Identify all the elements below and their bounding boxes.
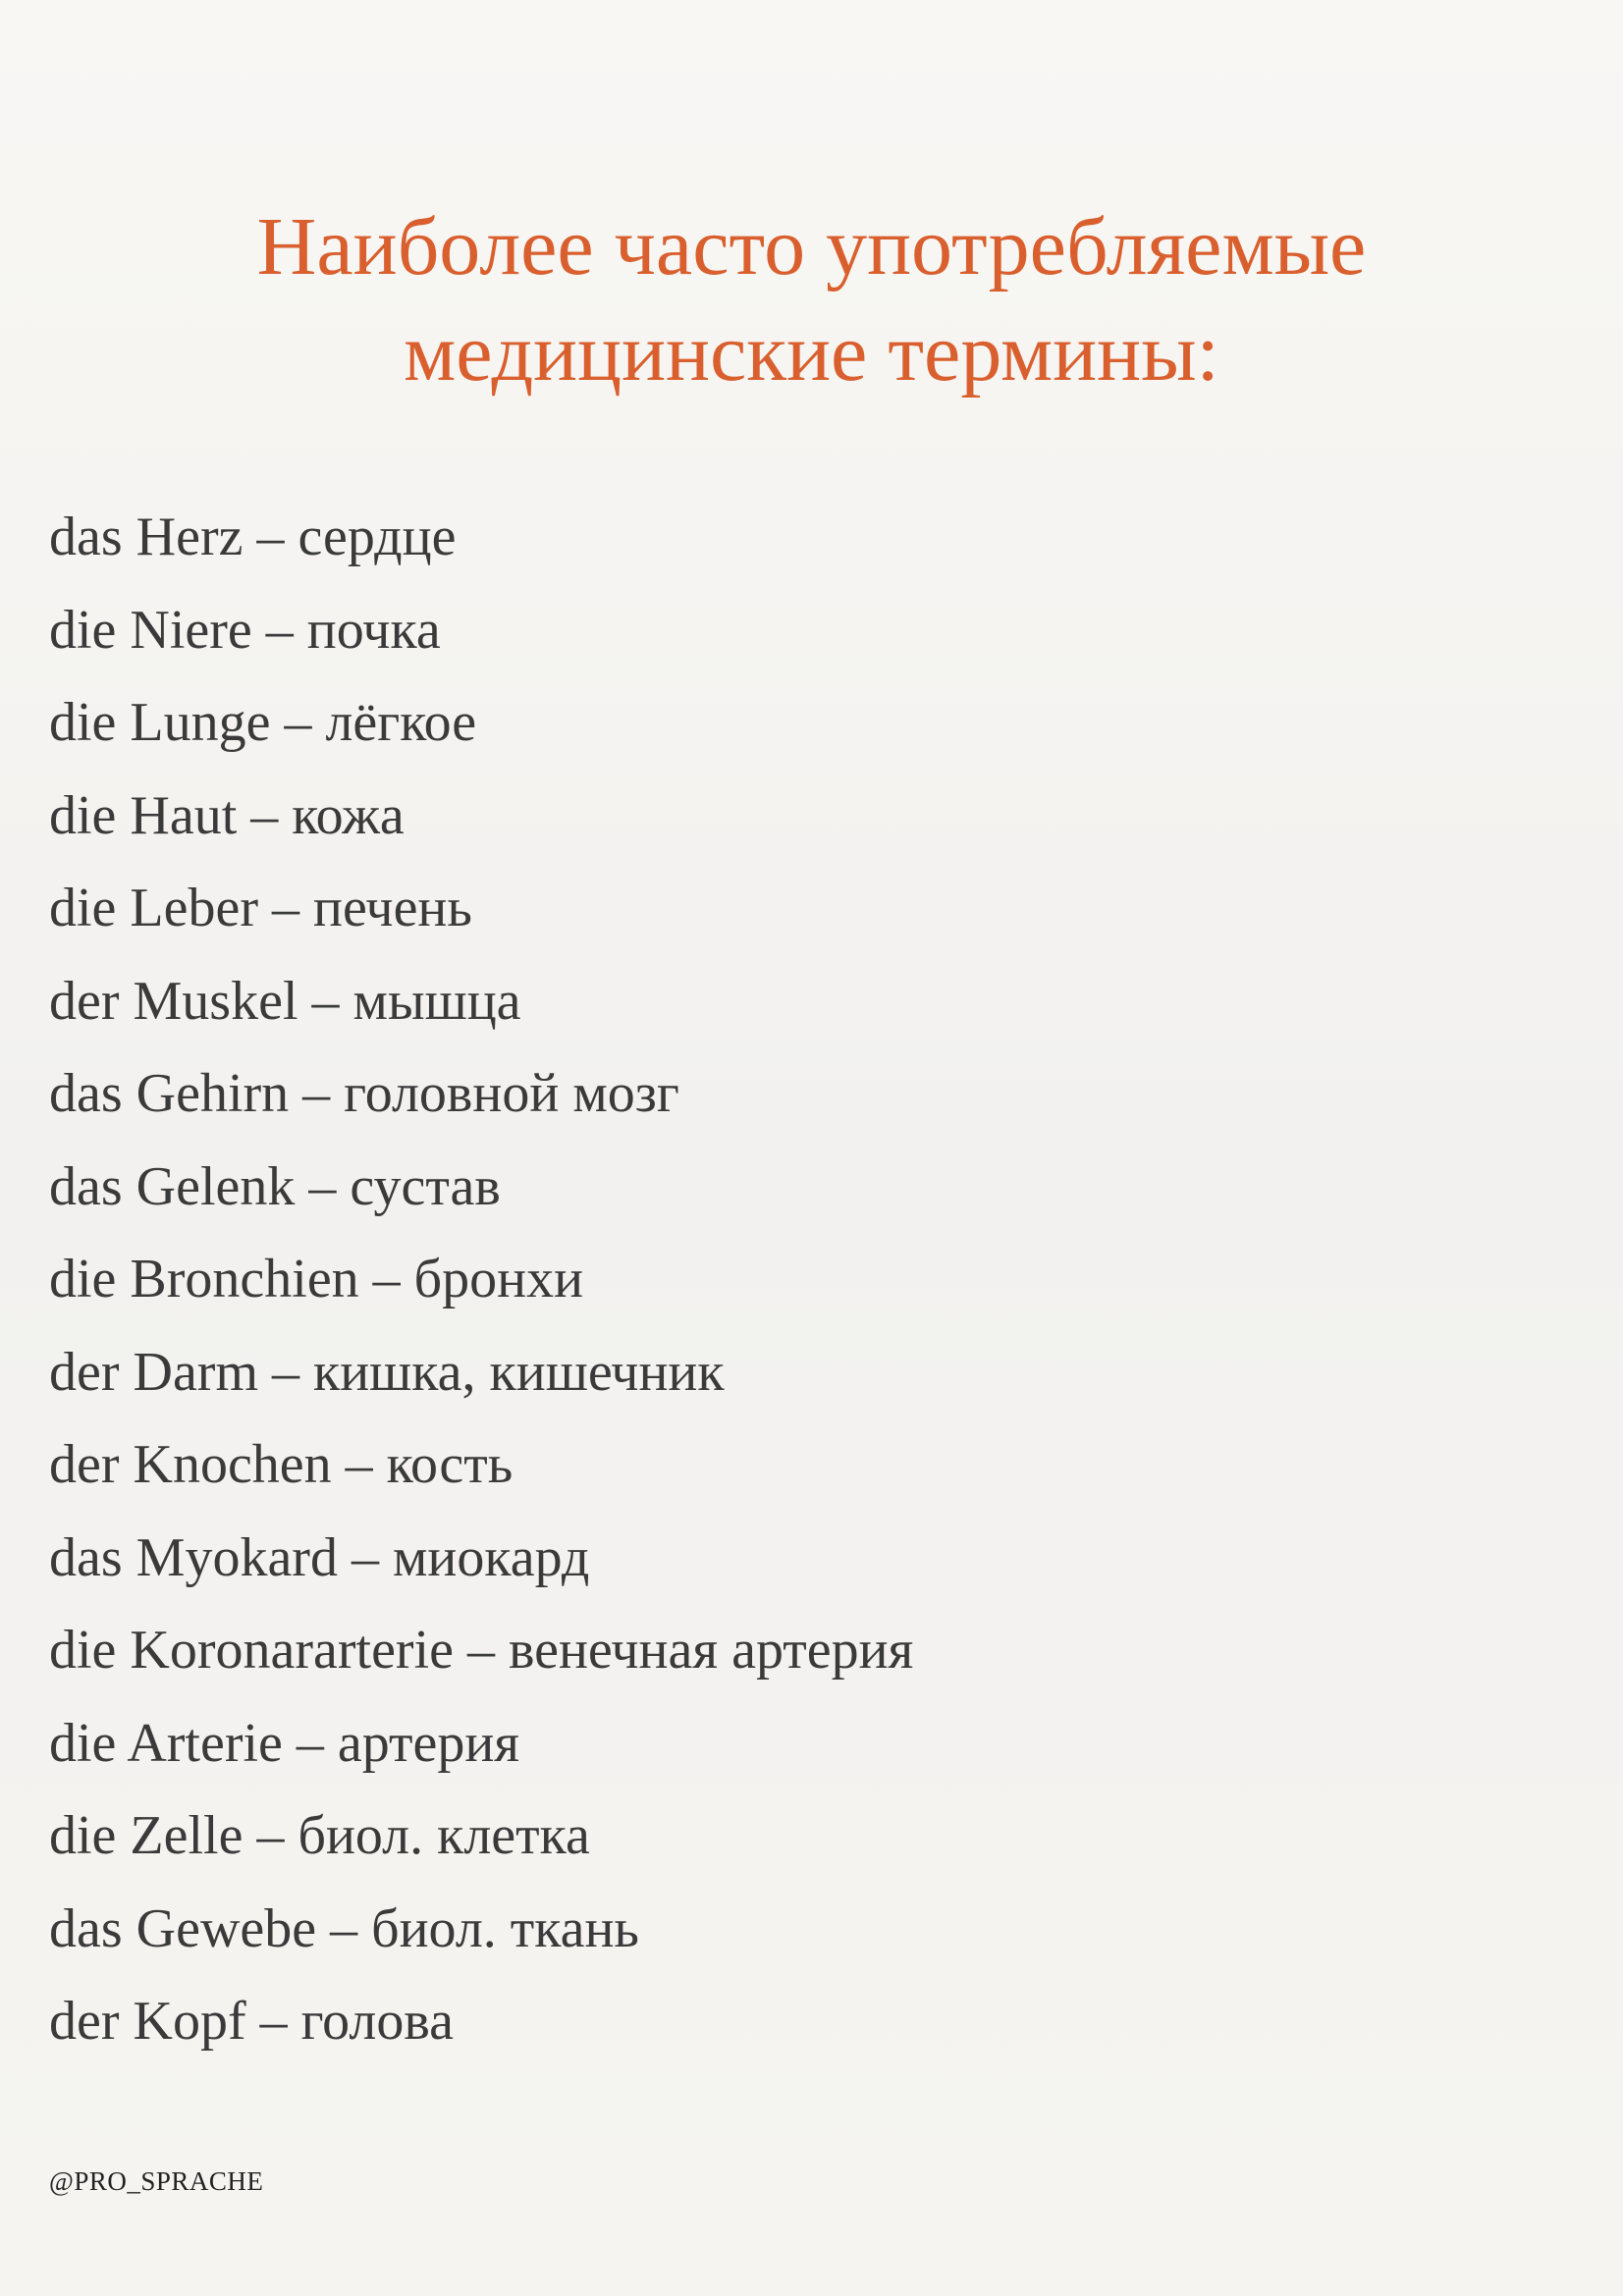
term-item: die Arterie – артерия <box>49 1712 520 1774</box>
term-item: das Herz – сердце <box>49 507 457 567</box>
term-item: die Zelle – биол. клетка <box>49 1805 590 1866</box>
term-item: die Haut – кожа <box>49 784 405 846</box>
term-item: die Bronchien – бронхи <box>49 1249 584 1309</box>
term-item: die Koronararterie – венечная артерия <box>49 1620 914 1681</box>
term-item: der Kopf – голова <box>49 1991 454 2052</box>
term-item: der Muskel – мышца <box>49 970 521 1032</box>
page-title <box>0 194 1623 406</box>
term-item: die Lunge – лёгкое <box>49 692 477 753</box>
term-list <box>49 491 913 2068</box>
term-item: die Niere – почка <box>49 599 441 661</box>
term-item: das Myokard – миокард <box>49 1526 590 1588</box>
title-line-2: медицинские термины: <box>404 307 1219 399</box>
title-line-1: Наиболее часто употребляемые <box>256 201 1367 293</box>
term-item: das Gewebe – биол. ткань <box>49 1897 639 1959</box>
author-handle: @PRO_SPRACHE <box>49 2166 264 2196</box>
term-item: die Leber – печень <box>49 878 472 938</box>
term-item: das Gehirn – головной мозг <box>49 1063 679 1124</box>
term-item: das Gelenk – сустав <box>49 1155 501 1217</box>
term-item: der Darm – кишка, кишечник <box>49 1341 725 1403</box>
term-item: der Knochen – кость <box>49 1434 514 1495</box>
